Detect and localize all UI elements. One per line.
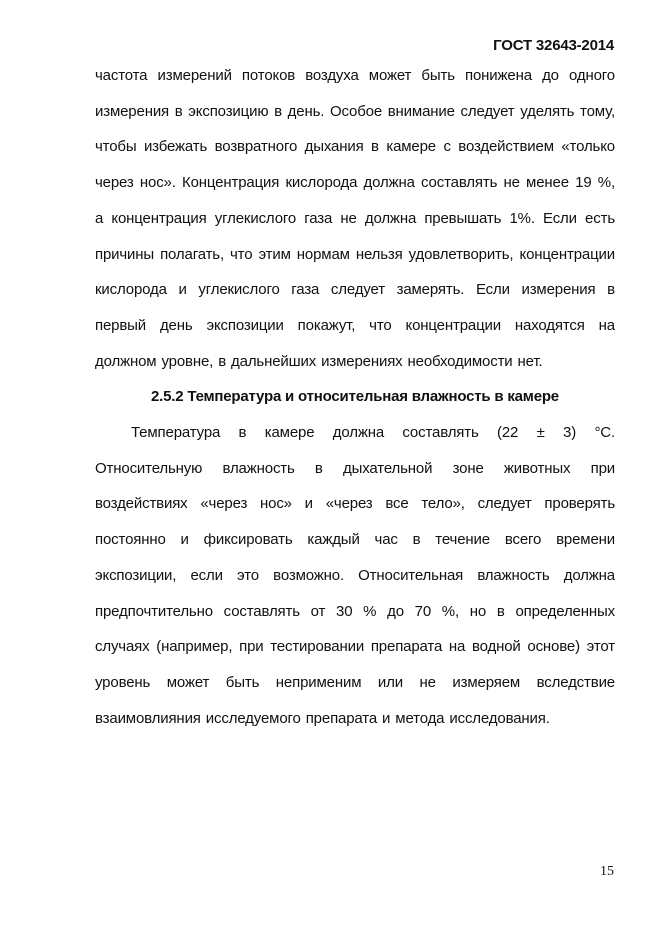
page-body	[95, 58, 615, 736]
document-standard-number: ГОСТ 32643-2014	[493, 37, 614, 54]
page-number: 15	[600, 864, 614, 879]
paragraph-air-flow-measurements: частота измерений потоков воздуха может быть понижена до одного измерения в экспозицию в день. Особое внимание следует уделять тому, чтобы избежать возвратного дыхания в камере с воздействием «только через нос». Концентрация кислорода должна составлять не менее 19 %, а концентрация углекислого газа не должна превышать 1%. Если есть причины полагать, что этим нормам нельзя удовлетворить, концентрации кислорода и углекислого газа следует замерять. Если измерения в первый день экспозиции покажут, что концентрации находятся на должном уровне, в дальнейших измерениях необходимости нет.	[95, 67, 615, 370]
section-heading-temperature-humidity: 2.5.2 Температура и относительная влажность в камере	[151, 388, 559, 406]
paragraph-temperature-humidity: Температура в камере должна составлять (22 ± 3) °С. Относительную влажность в дыхательной зоне животных при воздействиях «через нос» и «через все тело», следует проверять постоянно и фиксировать каждый час в течение всего времени экспозиции, если это возможно. Относительная влажность должна предпочтительно составлять от 30 % до 70 %, но в определенных случаях (например, при тестировании препарата на водной основе) этот уровень может быть неприменим или не измеряем вследствие взаимовлияния исследуемого препарата и метода исследования.	[95, 424, 615, 727]
